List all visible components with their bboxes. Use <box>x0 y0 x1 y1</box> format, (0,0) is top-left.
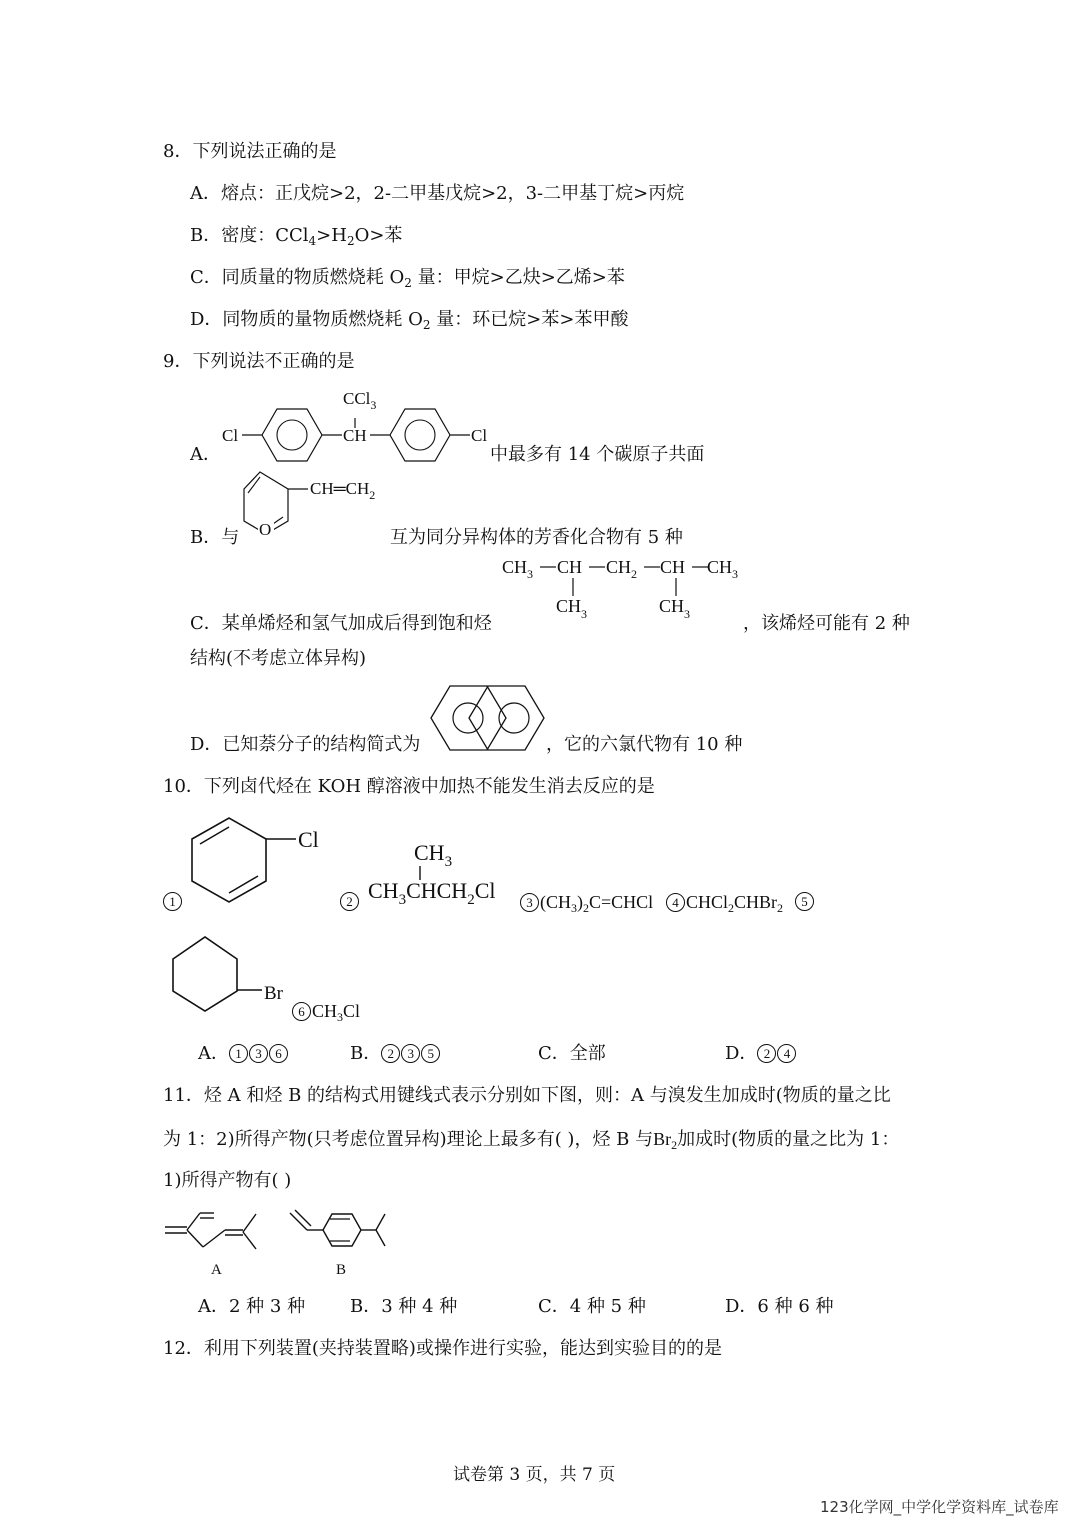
svg-text:CCl3: CCl$_3$ <box>343 389 377 412</box>
svg-text:CH3: $CH_3$ <box>502 557 534 581</box>
q8-stem: 8．下列说法正确的是 <box>163 141 337 162</box>
svg-text:CH: CH <box>557 557 583 577</box>
q11-line2: 为 1：2)所得产物(只考虑位置异构)理论上最多有( )，烃 B 与$Br_2$加成时(物质的量之比为 1： <box>163 1129 900 1152</box>
svg-text:Br: Br <box>264 983 283 1004</box>
q9-option-d-text: D．已知萘分子的结构简式为 <box>190 734 421 755</box>
q8-option-a: A．熔点：正戊烷>2，2-二甲基戊烷>2，3-二甲基丁烷>丙烷 <box>190 183 685 204</box>
q9-option-c-text3: 结构(不考虑立体异构) <box>190 648 367 669</box>
q11-line1: 11．烃 A 和烃 B 的结构式用键线式表示分别如下图，则：A 与溴发生加成时(物质的量之比 <box>163 1085 891 1106</box>
q12-stem: 12．利用下列装置(夹持装置略)或操作进行实验，能达到实验目的的是 <box>163 1338 722 1359</box>
q9-option-c-text2: ，该烯烃可能有 2 种 <box>743 613 910 634</box>
q10-item-4: 4 CHCl$_2$CHBr$_2$ <box>666 891 783 913</box>
q9-option-a-text: 中最多有 14 个碳原子共面 <box>490 444 705 465</box>
svg-text:CH3: $CH_3$ <box>414 840 453 870</box>
svg-text:Cl: Cl <box>222 426 239 445</box>
q10-option-a: A． 1 3 6 <box>198 1043 289 1065</box>
svg-text:CH3: $CH_3$ <box>556 596 588 621</box>
q10-item-3: 3 $(CH_3)_2C=CHCl$ <box>520 891 653 913</box>
q9-option-b-label: B．与 <box>190 527 240 548</box>
svg-text:CH: CH <box>660 557 686 577</box>
q9-option-c-text: C．某单烯烃和氢气加成后得到饱和烃 <box>190 613 492 634</box>
q10-stem: 10．下列卤代烃在 KOH 醇溶液中加热不能发生消去反应的是 <box>163 776 655 797</box>
q10-option-c: C．全部 <box>538 1043 606 1064</box>
svg-text:B: B <box>336 1262 347 1278</box>
q8-option-b: B．密度：$CCl_4>H_2O>$苯 <box>190 225 403 248</box>
svg-text:Cl: Cl <box>298 827 319 852</box>
svg-text:CH3CHCH2Cl: $CH_3CHCH_2Cl$ <box>368 878 496 908</box>
svg-text:CH2: $CH_2$ <box>606 557 638 581</box>
q10-item-6: 6 $CH_3Cl$ <box>292 1000 360 1022</box>
q11-option-b: B．3 种 4 种 <box>350 1296 458 1317</box>
svg-text:CH═CH2: $CH═CH_2$ <box>310 479 376 502</box>
q10-option-d: D． 2 4 <box>725 1043 797 1065</box>
q10-option-b: B． 2 3 5 <box>350 1043 441 1065</box>
svg-text:O: O <box>259 520 272 539</box>
svg-text:CH3: $CH_3$ <box>707 557 739 581</box>
watermark: 123化学网_中学化学资料库_试卷库 <box>820 1498 1059 1516</box>
q9-option-a-label: A． <box>190 444 221 465</box>
q8-option-c: C．同质量的物质燃烧耗 $O_2$ 量：甲烷>乙炔>乙烯>苯 <box>190 267 625 290</box>
q9-option-d-text2: ，它的六氯代物有 10 种 <box>546 734 743 755</box>
svg-text:Cl: Cl <box>471 426 488 445</box>
q11-option-a: A．2 种 3 种 <box>198 1296 306 1317</box>
svg-text:CH3: $CH_3$ <box>659 596 691 621</box>
page-footer: 试卷第 3 页，共 7 页 <box>453 1465 616 1485</box>
q10-item-2-num: 2 <box>340 891 360 913</box>
q11-line3: 1)所得产物有( ) <box>163 1170 292 1191</box>
svg-text:CH: CH <box>343 426 367 445</box>
q8-option-d: D．同物质的量物质燃烧耗 $O_2$ 量：环已烷>苯>苯甲酸 <box>190 309 629 332</box>
q9-option-b-text: 互为同分异构体的芳香化合物有 5 种 <box>390 527 683 548</box>
q11-option-d: D．6 种 6 种 <box>725 1296 834 1317</box>
q11-option-c: C．4 种 5 种 <box>538 1296 646 1317</box>
q10-item-5-num: 5 <box>795 891 815 913</box>
svg-text:A: A <box>211 1262 222 1278</box>
q9-stem: 9．下列说法不正确的是 <box>163 351 355 372</box>
q10-item-1: 1 <box>163 891 183 913</box>
